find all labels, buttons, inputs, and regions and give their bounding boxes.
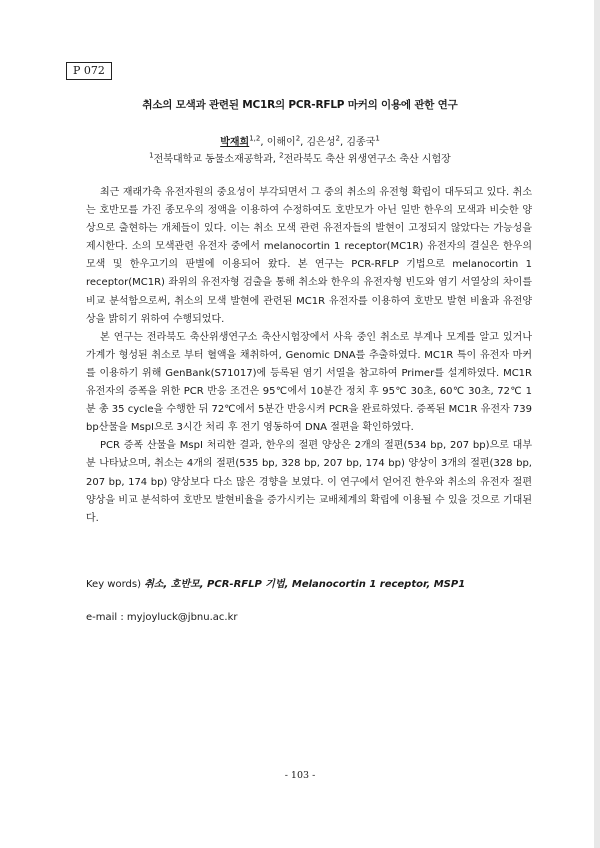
paragraph: 본 연구는 전라북도 축산위생연구소 축산시험장에서 사육 중인 취소로 부계나 모계를 알고 있거나 가계가 형성된 취소로 부터 혈액을 채취하여, Genomic DNA를 추출하였다. MC1R 특이 유전자 마커를 이용하기 위해 GenBank(S71017)에 등록된 염기 서열을 참고하여 Primer를 설계하였다. MC1R 유전자의 증폭을 위한 PCR 반응 조건은 95℃에서 10분간 정치 후 95℃ 30초, 60℃ 30초, 72℃ 1분 총 35 cycle을 수행한 뒤 72℃에서 5분간 반응시켜 PCR을 완료하였다. 증폭된 MC1R 유전자 739 bp산물을 MspI으로 3시간 처리 후 전기 영동하여 DNA 절편을 확인하였다. <box>86 331 532 434</box>
author-sep: , <box>260 137 267 148</box>
paragraph: PCR 증폭 산물을 MspI 처리한 결과, 한우의 절편 양상은 2개의 절편(534 bp, 207 bp)으로 대부분 나타났으며, 취소는 4개의 절편(535 bp, 328 bp, 207 bp, 174 bp) 양상이 3개의 절편(328 bp, 207 bp, 174 bp) 양상보다 다소 많은 경향을 보였다. 이 연구에서 얻어진 한우와 취소의 유전자 절편 양상을 비교 분석하여 호반모 발현비율을 증가시키는 교배체계의 확립에 이용될 수 있을 것으로 기대된다. <box>86 440 532 524</box>
author-affil-mark: 1,2 <box>249 134 261 143</box>
author-affil-mark: 2 <box>335 134 340 143</box>
email-address: myjoyluck@jbnu.ac.kr <box>126 612 238 623</box>
page-edge <box>594 0 600 848</box>
author-affil-mark: 2 <box>295 134 301 143</box>
author-name: 박재희 <box>220 137 250 148</box>
keywords-values: 취소, 호반모, PCR-RFLP 기법, Melanocortin 1 receptor, MSP1 <box>144 579 466 590</box>
author-name: 이해이 <box>266 137 296 148</box>
affiliations <box>0 150 600 165</box>
abstract-body <box>86 184 532 528</box>
affil-text: 전북대학교 동물소재공학과, <box>153 154 280 165</box>
presentation-code: P 072 <box>66 62 112 80</box>
author-sep: , <box>300 137 307 148</box>
affil-text: 전라북도 축산 위생연구소 축산 시험장 <box>283 154 451 165</box>
author-affil-mark: 1 <box>375 134 380 143</box>
author-list <box>0 133 600 148</box>
affil-mark: 2 <box>279 151 284 160</box>
paragraph: 최근 재래가축 유전자원의 중요성이 부각되면서 그 중의 취소의 유전형 확립이 대두되고 있다. 취소는 호반모를 가진 종모우의 정액을 이용하여 수정하여도 호반모가 아닌 일반 한우의 모색과 비슷한 양상으로 출현하는 개체들이 있다. 이는 취소 모색 관련 유전자들의 발현이 고정되지 않았다는 가능성을 제시한다. 소의 모색관련 유전자 중에서 melanocortin 1 receptor(MC1R) 유전자의 결실은 한우의 모색 및 한우고기의 판별에 이용되어 왔다. 본 연구는 PCR-RFLP 기법으로 melanocortin 1 receptor(MC1R) 좌위의 유전자형 검출을 통해 취소와 한우의 유전자형 빈도와 염기 서열상의 차이를 비교 분석함으로써, 취소의 모색 발현에 관련된 MC1R 유전자를 이용하여 호반모 발현 비율과 유전양상을 밝히기 위하여 수행되었다. <box>86 187 532 325</box>
keywords-label: Key words) <box>86 579 141 590</box>
author-sep: , <box>339 137 347 148</box>
page-number: - 103 - <box>284 770 316 781</box>
affil-mark: 1 <box>149 151 154 160</box>
keywords <box>86 575 465 590</box>
author-name: 김종국 <box>346 137 376 148</box>
author-name: 김은성 <box>306 137 336 148</box>
paper-title: 취소의 모색과 관련된 MC1R의 PCR-RFLP 마커의 이용에 관한 연구 <box>142 99 458 111</box>
email-label: e-mail : <box>86 612 124 623</box>
contact-email <box>86 612 238 623</box>
